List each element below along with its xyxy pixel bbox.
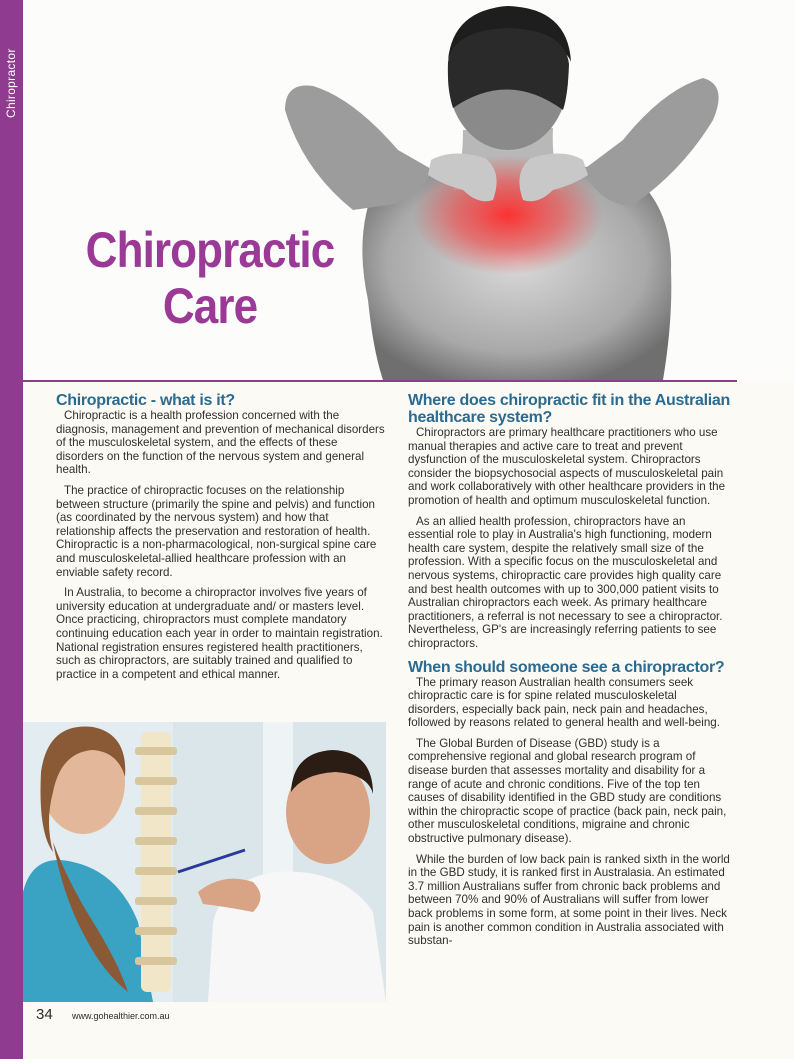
page-number: 34 [36, 1006, 53, 1023]
right-paragraph: Chiropractors are primary healthcare practitioners who use manual therapies and active care to treat and prevent dysfunction of the musculoskeletal system. Chiropractors consider the biopsychosocial aspects of musculoskeletal pain and work collaboratively with other healthcare providers in the promotion of health and optimum musculoskeletal function. [408, 426, 726, 507]
right-paragraph: As an allied health profession, chiropractors have an essential role to play in Australia's high functioning, modern health care system, despite the relatively small size of the profession. With a specific focus on the musculoskeletal and nervous systems, chiropractic care provides high quality care and best health outcomes with up to 300,000 patient visits to Australian chiropractors each week. As primary healthcare practitioners, a referral is not necessary to see a chiropractor. Nevertheless, GP's are increasingly referring patients to see chiropractors. [408, 514, 723, 650]
left-heading: Chiropractic - what is it? [56, 392, 235, 409]
right-paragraph: The Global Burden of Disease (GBD) study is a comprehensive regional and global research program of disease burden that assesses mortality and disability for a range of acute and chronic conditions. Five of the top ten causes of disability identified in the GBD study are conditions within the chiropractic scope of practice (back pain, neck pain, other musculoskeletal conditions, migraine and chronic obstructive pulmonary disease). [408, 736, 727, 846]
right-column [408, 392, 730, 955]
section-divider [23, 380, 737, 382]
left-paragraph: The practice of chiropractic focuses on the relationship between structure (primarily the spine and pelvis) and function (as coordinated by the nervous system) and how that relationship affects the preservation and restoration of health. Chiropractic is a non-pharmacological, non-surgical spine care and musculoskeletal-allied healthcare profession with an enviable safety record. [56, 483, 377, 579]
right-paragraph: The primary reason Australian health consumers seek chiropractic care is for spine related musculoskeletal disorders, especially back pain, neck pain and headaches, followed by reasons related to general health and well-being. [408, 675, 720, 730]
left-paragraph: Chiropractic is a health profession concerned with the diagnosis, management and prevention of mechanical disorders of the musculoskeletal system, and the effects of these disorders on the function of the nervous system and general health. [56, 409, 385, 477]
footer-url[interactable]: www.gohealthier.com.au [72, 1011, 170, 1021]
left-column [56, 392, 386, 688]
consultation-photo [23, 722, 386, 1002]
section-sidebar [0, 0, 23, 1059]
title-line-2: Care [162, 278, 258, 334]
right-heading-2: When should someone see a chiropractor? [408, 658, 725, 676]
section-label: Chiropractor [4, 48, 18, 118]
title-line-1: Chiropractic [85, 222, 335, 278]
chiropractor-consultation-illustration [23, 722, 386, 1002]
page-title [78, 222, 342, 334]
right-heading-1: Where does chiropractic fit in the Australian healthcare system? [408, 392, 730, 426]
right-paragraph: While the burden of low back pain is ranked sixth in the world in the GBD study, it is ranked first in Australasia. An estimated 3.7 million Australians suffer from chronic back problems and between 70% and 90% of Australians will suffer from lower back problems in some form, at some point in their lives. Neck pain is another common condition in Australia associated with substan- [408, 852, 730, 948]
left-paragraph: In Australia, to become a chiropractor involves five years of university education at undergraduate and/ or masters level. Once practicing, chiropractors must complete mandatory continuing education each year in order to maintain registration. National registration ensures registered health practitioners, such as chiropractors, are suitably trained and qualified to practice in a competent and ethical manner. [56, 586, 383, 681]
